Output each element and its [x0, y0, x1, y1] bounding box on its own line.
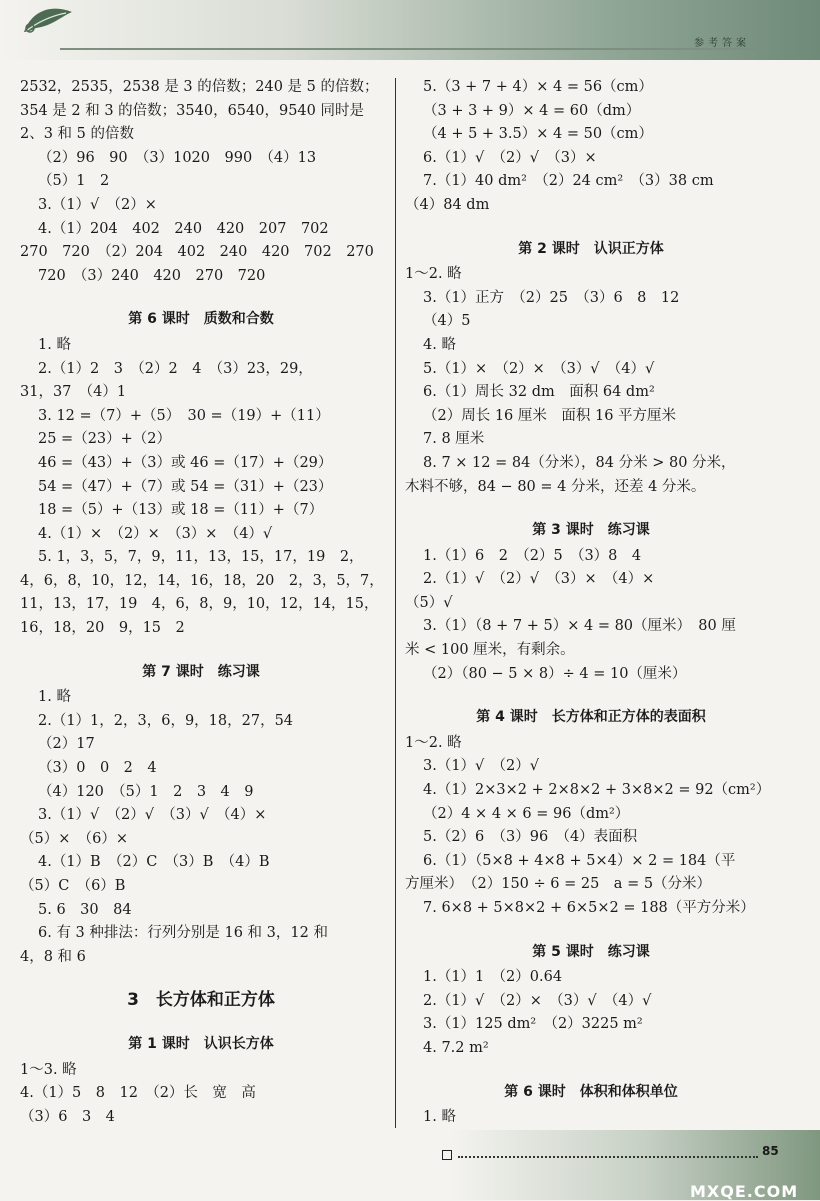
answer-line: 46 =（43）+（3）或 46 =（17）+（29）	[38, 454, 333, 471]
answer-line: 5.（3 + 7 + 4）× 4 = 56（cm）	[423, 79, 653, 95]
lesson-heading: 第 1 课时 认识长方体	[128, 1035, 274, 1052]
answer-line: 1.（1）6 2 （2）5 （3）8 4	[423, 547, 642, 564]
answer-line: 7.（1）40 dm² （2）24 cm² （3）38 cm	[423, 173, 714, 190]
answer-line: （5）1 2	[38, 173, 110, 190]
answer-line: 2532，2535，2538 是 3 的倍数；240 是 5 的倍数；	[20, 79, 379, 95]
answer-line: （5）C （6）B	[20, 878, 126, 894]
answer-line: 6.（1）（5×8 + 4×8 + 5×4）× 2 = 184（平	[423, 852, 736, 869]
answer-line: 6.（1）周长 32 dm 面积 64 dm²	[423, 384, 655, 401]
answer-line: 54 =（47）+（7）或 54 =（31）+（23）	[38, 478, 333, 495]
answer-line: 18 =（5）+（13）或 18 =（11）+（7）	[38, 502, 324, 519]
answer-line: 3.（1）√ （2）√	[423, 758, 540, 775]
lesson-heading: 第 6 课时 体积和体积单位	[504, 1083, 678, 1100]
answer-line: 5. 6 30 84	[38, 901, 132, 918]
answer-line: 5.（1）× （2）× （3）√ （4）√	[423, 360, 655, 377]
answer-line: 4，8 和 6	[20, 948, 86, 965]
lesson-heading: 第 2 课时 认识正方体	[518, 240, 664, 257]
answer-line: 31，37 （4）1	[20, 384, 127, 401]
answer-line: 2.（1）√ （2）√ （3）× （4）×	[423, 571, 655, 588]
header-label: 参考答案	[694, 38, 750, 49]
answer-line: （2）周长 16 厘米 面积 16 平方厘米	[423, 407, 677, 424]
answer-line: 2.（1）2 3 （2）2 4 （3）23，29，	[38, 360, 313, 377]
leaf-logo-icon	[22, 4, 74, 36]
answer-line: 2.（1）√ （2）× （3）√ （4）√	[423, 992, 652, 1009]
answer-line: 4.（1）× （2）× （3）× （4）√	[38, 525, 273, 542]
answer-line: 3. 12 =（7）+（5） 30 =（19）+（11）	[38, 407, 330, 424]
answer-line: （2）4 × 4 × 6 = 96（dm²）	[423, 805, 630, 822]
answer-line: 1. 略	[423, 1109, 456, 1126]
answer-line: 木料不够，84 − 80 = 4 分米，还差 4 分米。	[405, 478, 706, 495]
answer-line: 3.（1）125 dm² （2）3225 m²	[423, 1016, 643, 1033]
answer-line: （2）17	[38, 736, 95, 753]
answer-line: 4.（1）2×3×2 + 2×8×2 + 3×8×2 = 92（cm²）	[423, 782, 771, 799]
answer-line: 25 =（23）+（2）	[38, 431, 172, 448]
answer-line: （4）5	[423, 313, 471, 330]
answer-line: 7. 6×8 + 5×8×2 + 6×5×2 = 188（平方分米）	[423, 900, 755, 916]
answer-line: 270 720 （2）204 402 240 420 702 270	[20, 244, 374, 261]
answer-line: 方厘米） （2）150 ÷ 6 = 25 a = 5（分米）	[405, 876, 712, 893]
lesson-heading: 第 6 课时 质数和合数	[128, 311, 274, 328]
answer-line: 8. 7 × 12 = 84（分米），84 分米 > 80 分米，	[423, 454, 736, 471]
answer-line: 1～2. 略	[405, 734, 462, 751]
page-header	[0, 0, 820, 60]
answer-line: 11，13，17，19 4，6，8，9，10，12，14，15，	[20, 596, 379, 613]
answer-line: （4 + 5 + 3.5）× 4 = 50（cm）	[423, 126, 653, 143]
answer-line: 米 < 100 厘米，有剩余。	[405, 642, 575, 659]
lesson-heading: 第 3 课时 练习课	[532, 522, 650, 539]
answer-line: （2）96 90 （3）1020 990 （4）13	[38, 149, 317, 166]
answer-line: 2、3 和 5 的倍数	[20, 126, 135, 143]
lesson-heading: 第 7 课时 练习课	[142, 663, 260, 680]
answer-line: （2）（80 − 5 × 8）÷ 4 = 10（厘米）	[423, 665, 687, 682]
answer-line: 7. 8 厘米	[423, 431, 485, 448]
answer-line: 354 是 2 和 3 的倍数；3540，6540，9540 同时是	[20, 102, 364, 119]
answer-line: （5）√	[405, 594, 453, 611]
answer-line: （3）6 3 4	[20, 1108, 115, 1125]
answer-line: 4.（1）B （2）C （3）B （4）B	[38, 854, 270, 871]
answer-line: 4.（1）5 8 12 （2）长 宽 高	[20, 1085, 256, 1102]
answer-line: 3.（1）√ （2）×	[38, 196, 157, 213]
answer-line: （4）84 dm	[405, 196, 490, 213]
answer-line: 1. 略	[38, 689, 71, 706]
right-column	[405, 76, 777, 1130]
left-column	[20, 76, 382, 1129]
answer-line: 720 （3）240 420 270 720	[38, 267, 266, 284]
answer-line: 1.（1）1 （2）0.64	[423, 969, 563, 986]
answer-line: 1～3. 略	[20, 1061, 77, 1078]
answer-line: 4，6，8，10，12，14，16，18，20 2，3，5，7，	[20, 572, 384, 589]
answer-line: （3）0 0 2 4	[38, 760, 157, 777]
answer-line: 3.（1）正方 （2）25 （3）6 8 12	[423, 289, 680, 306]
footer-dotted-rule	[458, 1156, 758, 1158]
answer-line: 1～2. 略	[405, 266, 462, 283]
lesson-heading: 第 4 课时 长方体和正方体的表面积	[476, 709, 706, 726]
lesson-heading: 第 5 课时 练习课	[532, 943, 650, 960]
column-divider	[395, 78, 396, 1128]
answer-line: 4.（1）204 402 240 420 207 702	[38, 220, 329, 237]
page-footer	[0, 1130, 820, 1200]
answer-line: （3 + 3 + 9）× 4 = 60（dm）	[423, 102, 641, 119]
chapter-heading: 3 长方体和正方体	[127, 990, 275, 1011]
answer-line: 4. 略	[423, 336, 456, 353]
answer-line: 5.（2）6 （3）96 （4）表面积	[423, 829, 638, 846]
watermark-text: MXQE.COM	[690, 1182, 799, 1201]
answer-line: （4）120 （5）1 2 3 4 9	[38, 783, 254, 800]
answer-line: 3.（1）（8 + 7 + 5）× 4 = 80（厘米） 80 厘	[423, 618, 736, 635]
answer-line: 16，18，20 9，15 2	[20, 620, 185, 637]
answer-line: 5. 1，3，5，7，9，11，13，15，17，19 2，	[38, 549, 364, 566]
answer-line: 6. 有 3 种排法：行列分别是 16 和 3，12 和	[38, 925, 328, 942]
answer-line: 1. 略	[38, 336, 71, 353]
answer-line: 4. 7.2 m²	[423, 1039, 489, 1056]
header-rule	[60, 48, 760, 50]
square-marker-icon	[442, 1150, 452, 1160]
page-number: 85	[762, 1144, 779, 1158]
answer-line: 3.（1）√ （2）√ （3）√ （4）×	[38, 807, 267, 824]
answer-line: 6.（1）√ （2）√ （3）×	[423, 149, 597, 166]
answer-line: 2.（1）1，2，3，6，9，18，27，54	[38, 712, 294, 729]
answer-line: （5）× （6）×	[20, 830, 128, 847]
